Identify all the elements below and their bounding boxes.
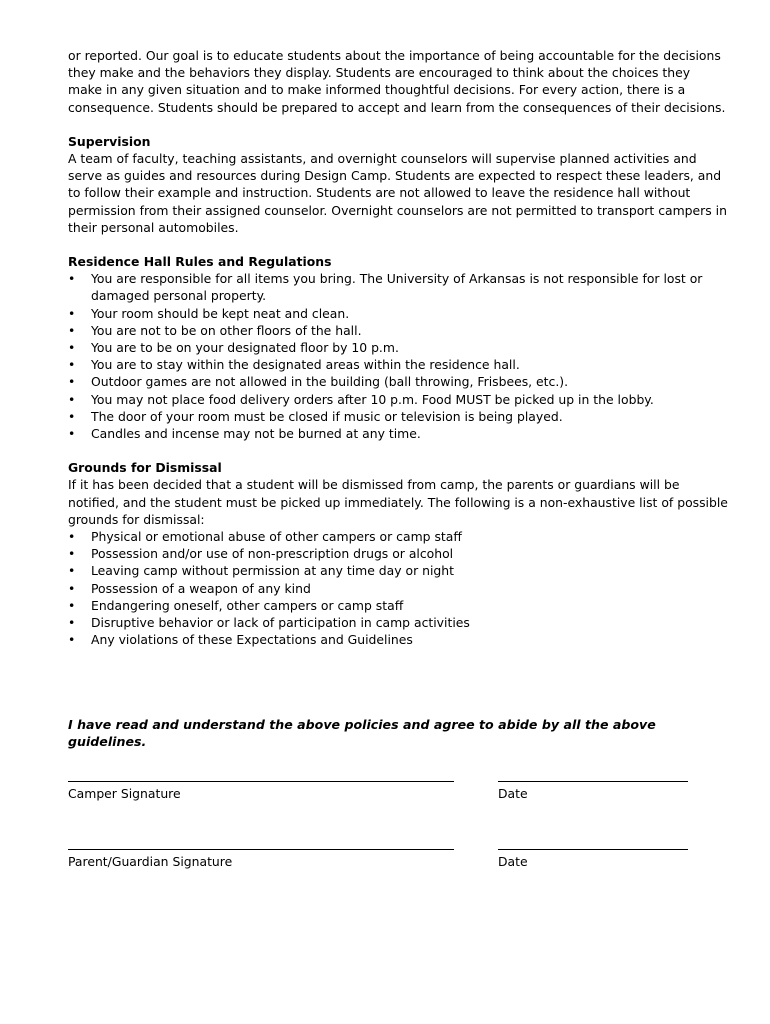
intro-paragraph: or reported. Our goal is to educate students about the importance of being accountable for the decisions they make and the behaviors they display. Students are encouraged to think about the choices they make in any given situation and to make informed thoughtful decisions. For every action, there is a consequence. Students should be prepared to accept and learn from the consequences of their decisions. (68, 48, 726, 115)
list-item: • You are responsible for all items you bring. The University of Arkansas is not responsible for lost or damaged personal property. (68, 270, 728, 304)
residence-rules-list (68, 270, 728, 442)
list-item: • Possession and/or use of non-prescription drugs or alcohol (68, 545, 728, 562)
list-item: • The door of your room must be closed if music or television is being played. (68, 408, 728, 425)
supervision-section (68, 133, 728, 236)
camper-date-line[interactable] (498, 781, 688, 782)
list-item: • You are to be on your designated floor by 10 p.m. (68, 339, 728, 356)
list-item: • You may not place food delivery orders after 10 p.m. Food MUST be picked up in the lobby. (68, 391, 728, 408)
supervision-paragraph: A team of faculty, teaching assistants, and overnight counselors will supervise planned activities and serve as guides and resources during Design Camp. Students are expected to respect these leaders, and to follow their example and instruction. Students are not allowed to leave the residence hall without permission from their assigned counselor. Overnight counselors are not permitted to transport campers in their personal automobiles. (68, 151, 727, 235)
list-item: • You are to stay within the designated areas within the residence hall. (68, 356, 728, 373)
list-item: • Endangering oneself, other campers or camp staff (68, 597, 728, 614)
list-item: • Any violations of these Expectations and Guidelines (68, 631, 728, 648)
dismissal-paragraph: If it has been decided that a student will be dismissed from camp, the parents or guardians will be notified, and the student must be picked up immediately. The following is a non-exhaustive list of possible grounds for dismissal: (68, 477, 728, 527)
camper-signature-line[interactable] (68, 781, 454, 782)
list-item: • Outdoor games are not allowed in the building (ball throwing, Frisbees, etc.). (68, 373, 728, 390)
list-item: • Disruptive behavior or lack of participation in camp activities (68, 614, 728, 631)
list-item: • Leaving camp without permission at any time day or night (68, 562, 728, 579)
camper-date-label: Date (498, 786, 528, 801)
list-item: • Your room should be kept neat and clean. (68, 305, 728, 322)
dismissal-section (68, 459, 728, 648)
list-item: • Possession of a weapon of any kind (68, 580, 728, 597)
camper-signature-label: Camper Signature (68, 786, 181, 801)
parent-signature-label: Parent/Guardian Signature (68, 854, 233, 869)
list-item: • Candles and incense may not be burned at any time. (68, 425, 728, 442)
dismissal-heading: Grounds for Dismissal (68, 460, 222, 476)
list-item: • Physical or emotional abuse of other campers or camp staff (68, 528, 728, 545)
supervision-heading: Supervision (68, 133, 151, 149)
agreement-statement: I have read and understand the above policies and agree to abide by all the above guidelines. (68, 717, 656, 750)
list-item: • You are not to be on other floors of the hall. (68, 322, 728, 339)
parent-date-label: Date (498, 854, 528, 869)
document-body (68, 47, 728, 649)
dismissal-grounds-list (68, 528, 728, 648)
residence-section (68, 253, 728, 442)
parent-date-line[interactable] (498, 849, 688, 850)
residence-heading: Residence Hall Rules and Regulations (68, 254, 332, 270)
parent-signature-line[interactable] (68, 849, 454, 850)
